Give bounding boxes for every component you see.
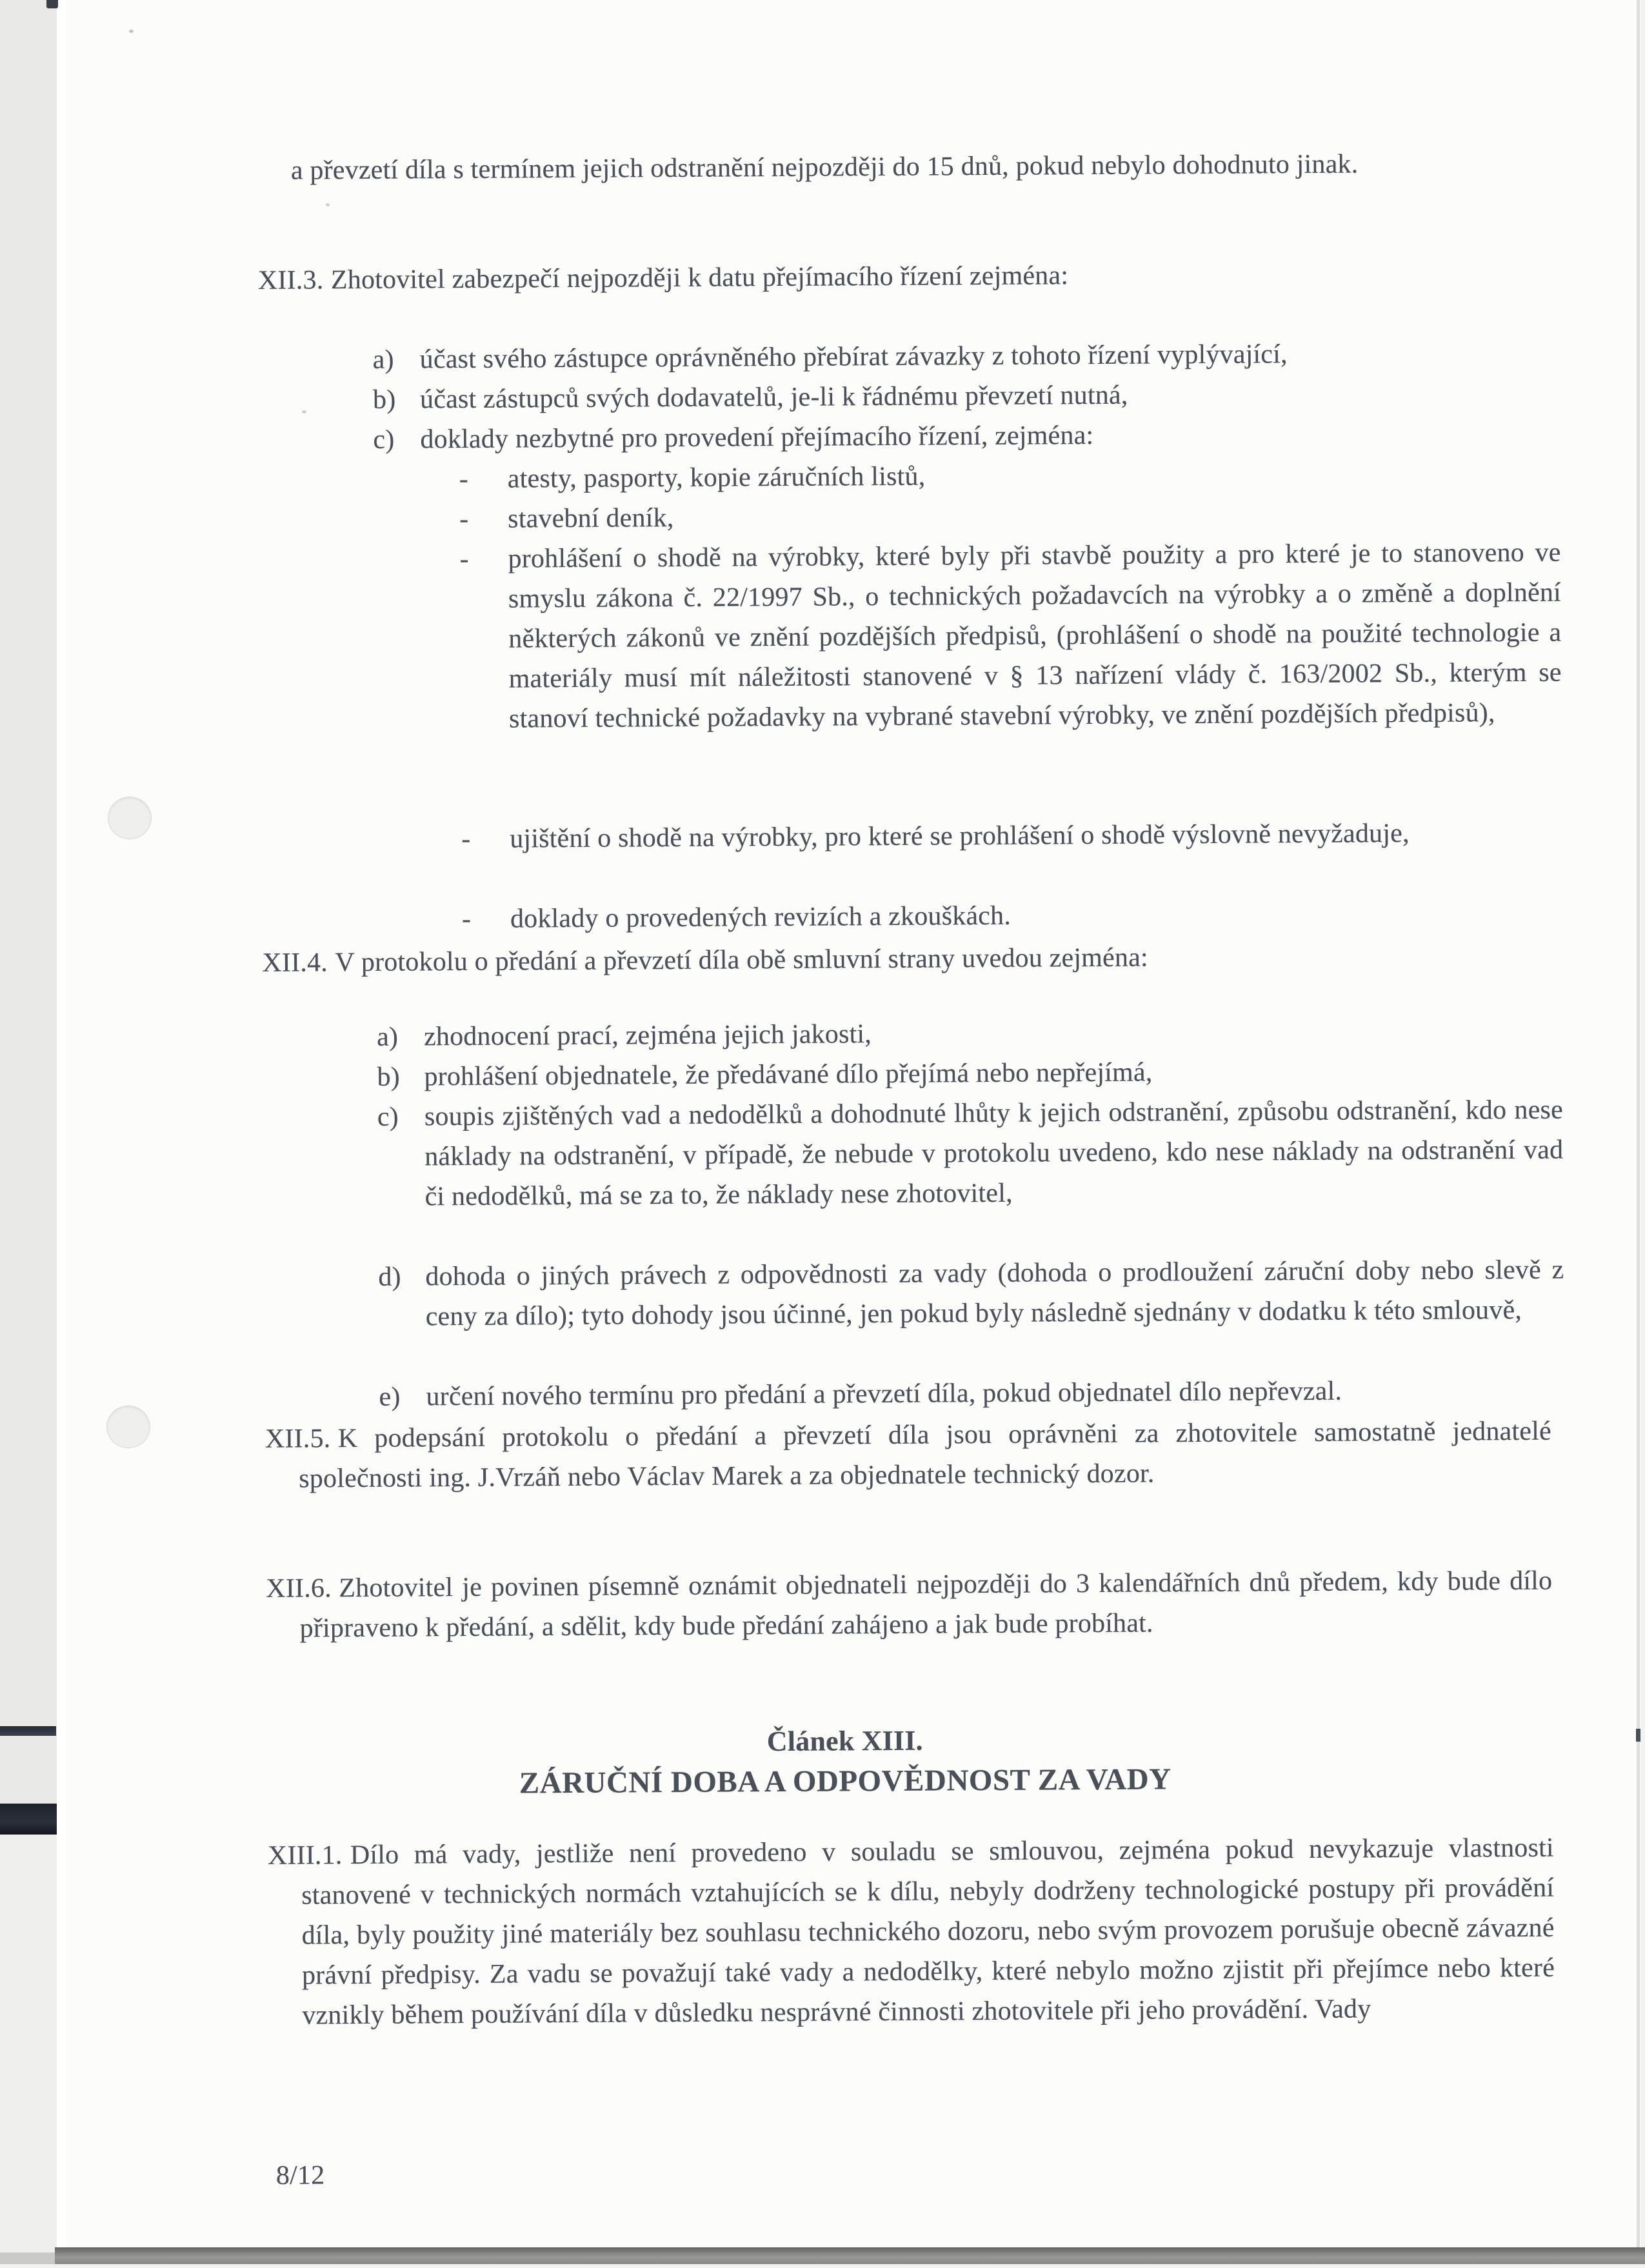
list-item-xii3-b-label: b) xyxy=(372,384,396,415)
clause-xii-5-text: K podepsání protokolu o předání a převzetí díla jsou oprávněni za zhotovitele samostatně jednatelé společnosti ing. J.Vrzáň nebo Václav Marek a za objednatele technický dozor. xyxy=(299,1416,1552,1494)
list-item-xii4-e-text: určení nového termínu pro předání a převzetí díla, pokud objednatel dílo nepřevzal. xyxy=(426,1376,1342,1412)
dash-item-doklady-o-revizich-text: doklady o provedených revizích a zkouškách. xyxy=(510,900,1012,934)
dash-marker: - xyxy=(459,544,469,575)
list-item-xii4-b xyxy=(377,1050,1562,1097)
clause-xii-3-label: XII.3. xyxy=(257,265,324,295)
list-item-xii3-c-text: doklady nezbytné pro provedení přejímacího řízení, zejména: xyxy=(420,421,1094,455)
continuation-paragraph: a převzetí díla s termínem jejich odstranění nejpozději do 15 dnů, pokud nebylo dohodnuto jinak. xyxy=(290,149,1359,186)
edge-strip-light-section xyxy=(0,1835,57,2264)
dash-item-atesty xyxy=(459,453,1560,499)
dash-item-ujisteni-o-shode-text: ujištění o shodě na výrobky, pro které se prohlášení o shodě výslovně nevyžaduje, xyxy=(510,819,1410,854)
list-item-xii3-c xyxy=(373,413,1559,460)
list-item-xii3-b xyxy=(373,373,1559,420)
list-item-xii4-a-text: zhodnocení prací, zejména jejich jakosti, xyxy=(423,1019,872,1052)
scanner-bottom-band-left xyxy=(0,2253,55,2264)
list-item-xii4-d xyxy=(378,1250,1564,1337)
page-right-edge-line xyxy=(1637,0,1640,2264)
dash-item-atesty-text: atesty, pasporty, kopie záručních listů, xyxy=(507,461,926,494)
list-item-xii4-d-label: d) xyxy=(378,1262,401,1292)
list-item-xii3-a xyxy=(373,333,1559,380)
list-item-xii4-a xyxy=(377,1010,1562,1057)
dust-speck xyxy=(326,203,330,206)
scan-corner-mark xyxy=(46,0,58,8)
clause-xii-5-label: XII.5. xyxy=(264,1424,331,1454)
list-item-xii4-c xyxy=(377,1090,1564,1217)
scanner-bottom-band xyxy=(55,2247,1645,2264)
scan-black-bar-thin xyxy=(0,1726,56,1736)
list-item-xii4-e xyxy=(379,1370,1564,1417)
dash-marker: - xyxy=(459,464,469,495)
clause-xii-3-text: Zhotovitel zabezpečí nejpozději k datu přejímacího řízení zejména: xyxy=(330,261,1069,295)
clause-xii-6-text: Zhotovitel je povinen písemně oznámit objednateli nejpozději do 3 kalendářních dnů předem, kdy bude dílo připraveno k předání, a sdělit, kdy bude předání zahájeno a jak bude probíhat. xyxy=(299,1566,1553,1644)
scan-black-bar-thick xyxy=(0,1804,57,1835)
dash-item-stavebni-denik xyxy=(459,493,1560,539)
clause-xii-4-text: V protokolu o předání a převzetí díla obě smluvní strany uvedou zejména: xyxy=(335,942,1148,978)
list-item-xii4-d-text: dohoda o jiných právech z odpovědnosti za vady (dohoda o prodloužení záruční doby nebo slevě z ceny za dílo); tyto dohody jsou účinné, jen pokud byly následně sjednány v dodatku k této smlouvě, xyxy=(425,1255,1564,1332)
dash-marker: - xyxy=(459,504,469,535)
clause-xiii-1-label: XIII.1. xyxy=(267,1840,343,1871)
clause-xii-4-label: XII.4. xyxy=(262,948,328,978)
dash-marker: - xyxy=(461,904,472,935)
dash-item-ujisteni-o-shode xyxy=(461,813,1562,859)
list-item-xii4-b-label: b) xyxy=(377,1062,401,1092)
dash-item-stavebni-denik-text: stavební deník, xyxy=(508,503,674,534)
clause-xii-5 xyxy=(265,1411,1552,1499)
list-item-xii3-a-text: účast svého zástupce oprávněného přebírat závazky z tohoto řízení vyplývající, xyxy=(419,339,1288,375)
article-xiii-heading xyxy=(267,1717,1520,1805)
list-item-xii3-a-label: a) xyxy=(372,344,394,375)
list-item-xii4-e-label: e) xyxy=(379,1382,401,1412)
page-number: 8/12 xyxy=(275,2160,325,2191)
dash-marker: - xyxy=(461,824,471,855)
article-xiii-subtitle: ZÁRUČNÍ DOBA A ODPOVĚDNOST ZA VADY xyxy=(519,1762,1171,1800)
clause-xii-3 xyxy=(258,253,1544,301)
clause-xiii-1 xyxy=(268,1828,1555,2036)
page-right-edge-dark-mark xyxy=(1636,1729,1640,1742)
dash-item-doklady-o-revizich xyxy=(462,893,1563,939)
hole-punch-top xyxy=(108,797,152,839)
dust-speck xyxy=(129,30,134,33)
list-item-xii4-c-label: c) xyxy=(377,1102,399,1132)
list-item-xii4-a-label: a) xyxy=(376,1022,399,1052)
list-item-xii3-b-text: účast zástupců svých dodavatelů, je-li k řádnému převzetí nutná, xyxy=(419,380,1128,415)
clause-xiii-1-text: Dílo má vady, jestliže není provedeno v souladu se smlouvou, zejména pokud nevykazuje vlastnosti stanovené v technických normách vztahujících se k dílu, nebyly dodrženy technologické postupy při provádění díla, byly použity jiné materiály bez souhlasu technického dozoru, nebo svým provozem porušuje obecně závazné právní předpisy. Za vadu se považují také vady a nedodělky, které nebylo možno zjistit při přejímce nebo které vznikly během používání díla v důsledku nesprávné činnosti zhotovitele při jeho provádění. Vady xyxy=(301,1833,1555,2031)
page-edge-highlight xyxy=(57,0,66,2264)
dash-item-prohlaseni-o-shode-text: prohlášení o shodě na výrobky, které byly při stavbě použity a pro které je to stanoveno ve smyslu zákona č. 22/1997 Sb., o technických požadavcích na výrobky a o změně a doplnění některých zákonů ve znění pozdějších předpisů, (prohlášení o shodě na použité technologie a materiály musí mít náležitosti stanovené v § 13 nařízení vlády č. 163/2002 Sb., kterým se stanoví technické požadavky na vybrané stavební výrobky, ve znění pozdějších předpisů), xyxy=(508,537,1562,734)
list-item-xii4-c-text: soupis zjištěných vad a nedodělků a dohodnuté lhůty k jejich odstranění, způsobu odstranění, kdo nese náklady na odstranění, v případě, že nebude v protokolu uvedeno, kdo nese náklady na odstranění vad či nedodělků, má se za to, že náklady nese zhotovitel, xyxy=(424,1095,1564,1212)
article-xiii-title: Článek XIII. xyxy=(766,1724,923,1758)
page-text-area xyxy=(256,0,1564,2268)
list-item-xii4-b-text: prohlášení objednatele, že předávané dílo přejímá nebo nepřejímá, xyxy=(424,1057,1153,1092)
clause-xii-6-label: XII.6. xyxy=(266,1573,332,1604)
dust-speck xyxy=(302,410,306,413)
clause-xii-4 xyxy=(262,935,1548,983)
clause-xii-6 xyxy=(266,1561,1553,1649)
list-item-xii3-c-label: c) xyxy=(373,424,395,455)
dash-item-prohlaseni-o-shode xyxy=(459,533,1562,739)
hole-punch-bottom xyxy=(106,1406,150,1448)
